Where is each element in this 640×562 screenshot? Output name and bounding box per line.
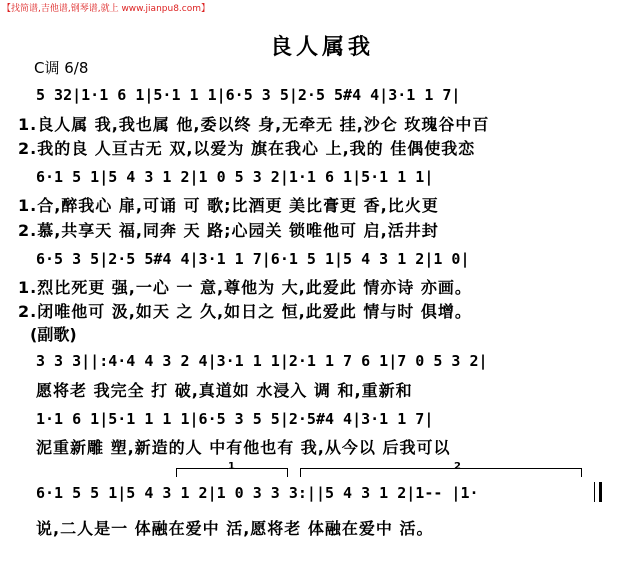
key-signature: C调 6/8: [34, 59, 89, 77]
notation-chorus-2: 1·1 6 1|5·1 1 1 1|6·5 3 5 5|2·5#4 4|3·1 1 7|: [36, 410, 434, 428]
final-barline-thin: [594, 482, 595, 502]
volta-number-2: 2: [454, 461, 461, 472]
notation-line-1: 5 32|1·1 6 1|5·1 1 1|6·5 3 5|2·5 5#4 4|3·1 1 7|: [36, 86, 461, 104]
notation-chorus-1: 3 3 3||:4·4 4 3 2 4|3·1 1 1|2·1 1 7 6 1|7 0 5 3 2|: [36, 352, 488, 370]
lyric-chorus-2: 泥重新雕 塑,新造的人 中有他也有 我,从今以 后我可以: [36, 438, 451, 457]
lyric-verse1-line-3: 1.烈比死更 强,一心 一 意,尊他为 大,此爱此 情亦诗 亦画。: [18, 278, 472, 297]
lyric-chorus-1: 愿将老 我完全 打 破,真道如 水浸入 调 和,重新和: [36, 381, 413, 400]
lyric-verse1-line-1: 1.良人属 我,我也属 他,委以终 身,无牵无 挂,沙仑 玫瑰谷中百: [18, 115, 490, 134]
notation-line-2: 6·1 5 1|5 4 3 1 2|1 0 5 3 2|1·1 6 1|5·1 1 1|: [36, 168, 434, 186]
lyric-chorus-3: 说,二人是一 体融在爱中 活,愿将老 体融在爱中 活。: [36, 519, 434, 538]
notation-line-3: 6·5 3 5|2·5 5#4 4|3·1 1 7|6·1 5 1|5 4 3 1 2|1 0|: [36, 250, 470, 268]
notation-chorus-3: 6·1 5 5 1|5 4 3 1 2|1 0 3 3 3:||5 4 3 1 2|1-- |1·: [36, 484, 479, 502]
final-barline-thick: [599, 482, 602, 502]
watermark: 【找简谱,吉他谱,钢琴谱,就上 www.jianpu8.com】: [2, 4, 211, 14]
lyric-verse2-line-3: 2.闭唯他可 汲,如天 之 久,如日之 恒,此爱此 情与时 俱增。: [18, 302, 472, 321]
lyric-verse1-line-2: 1.合,醉我心 扉,可诵 可 歌;比酒更 美比膏更 香,比火更: [18, 196, 439, 215]
lyric-verse2-line-2: 2.慕,共享天 福,同奔 天 路;心园关 锁唯他可 启,活井封: [18, 221, 439, 240]
lyric-verse2-line-1: 2.我的良 人亘古无 双,以爱为 旗在我心 上,我的 佳偶使我恋: [18, 139, 476, 158]
chorus-label: (副歌): [30, 325, 77, 344]
volta-bracket-2: [300, 468, 582, 477]
volta-number-1: 1: [228, 461, 235, 472]
song-title: 良人属我: [270, 35, 375, 60]
